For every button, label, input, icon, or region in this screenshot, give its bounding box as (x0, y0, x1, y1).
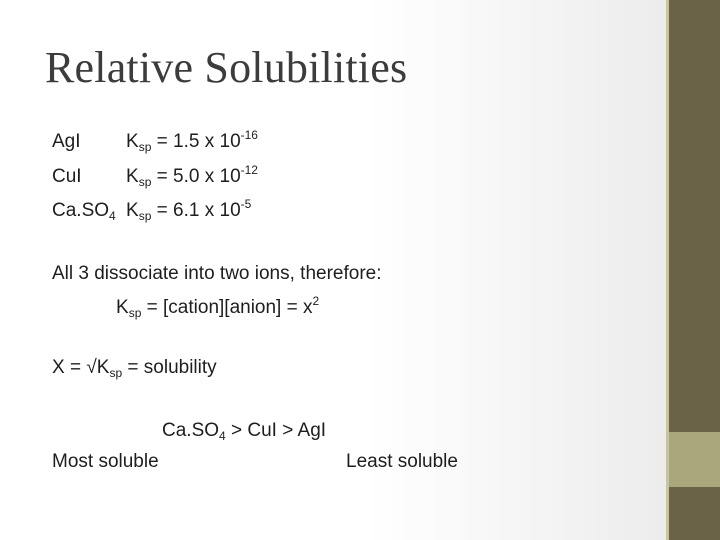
ksp-equation: $K_{sp}$ = [cation][anion] = $x^2$ (116, 294, 320, 320)
solubility-equation: $X = √K_{sp}$ = solubility (52, 357, 217, 380)
compound-cui: CuI (52, 166, 82, 187)
slide-title: Relative Solubilities (45, 43, 408, 92)
least-soluble-label: Least soluble (346, 451, 458, 472)
most-soluble-label: Most soluble (52, 451, 159, 472)
sidebar-accent-block (669, 432, 720, 487)
dissociate-text: All 3 dissociate into two ions, therefore: (52, 263, 382, 284)
ksp-cui: $K_{sp} = 5.0$ x $10^{-12}$ (126, 163, 258, 189)
ksp-caso4: $K_{sp} = 6.1$ x $10^{-5}$ (126, 197, 252, 223)
solubility-ranking: $Ca.SO_4$ > CuI > AgI (162, 420, 327, 443)
compound-agi: AgI (52, 131, 81, 152)
ksp-agi: $K_{sp} = 1.5$ x $10^{-16}$ (126, 128, 258, 154)
compound-caso4: $Ca.SO_4$ (52, 200, 116, 223)
